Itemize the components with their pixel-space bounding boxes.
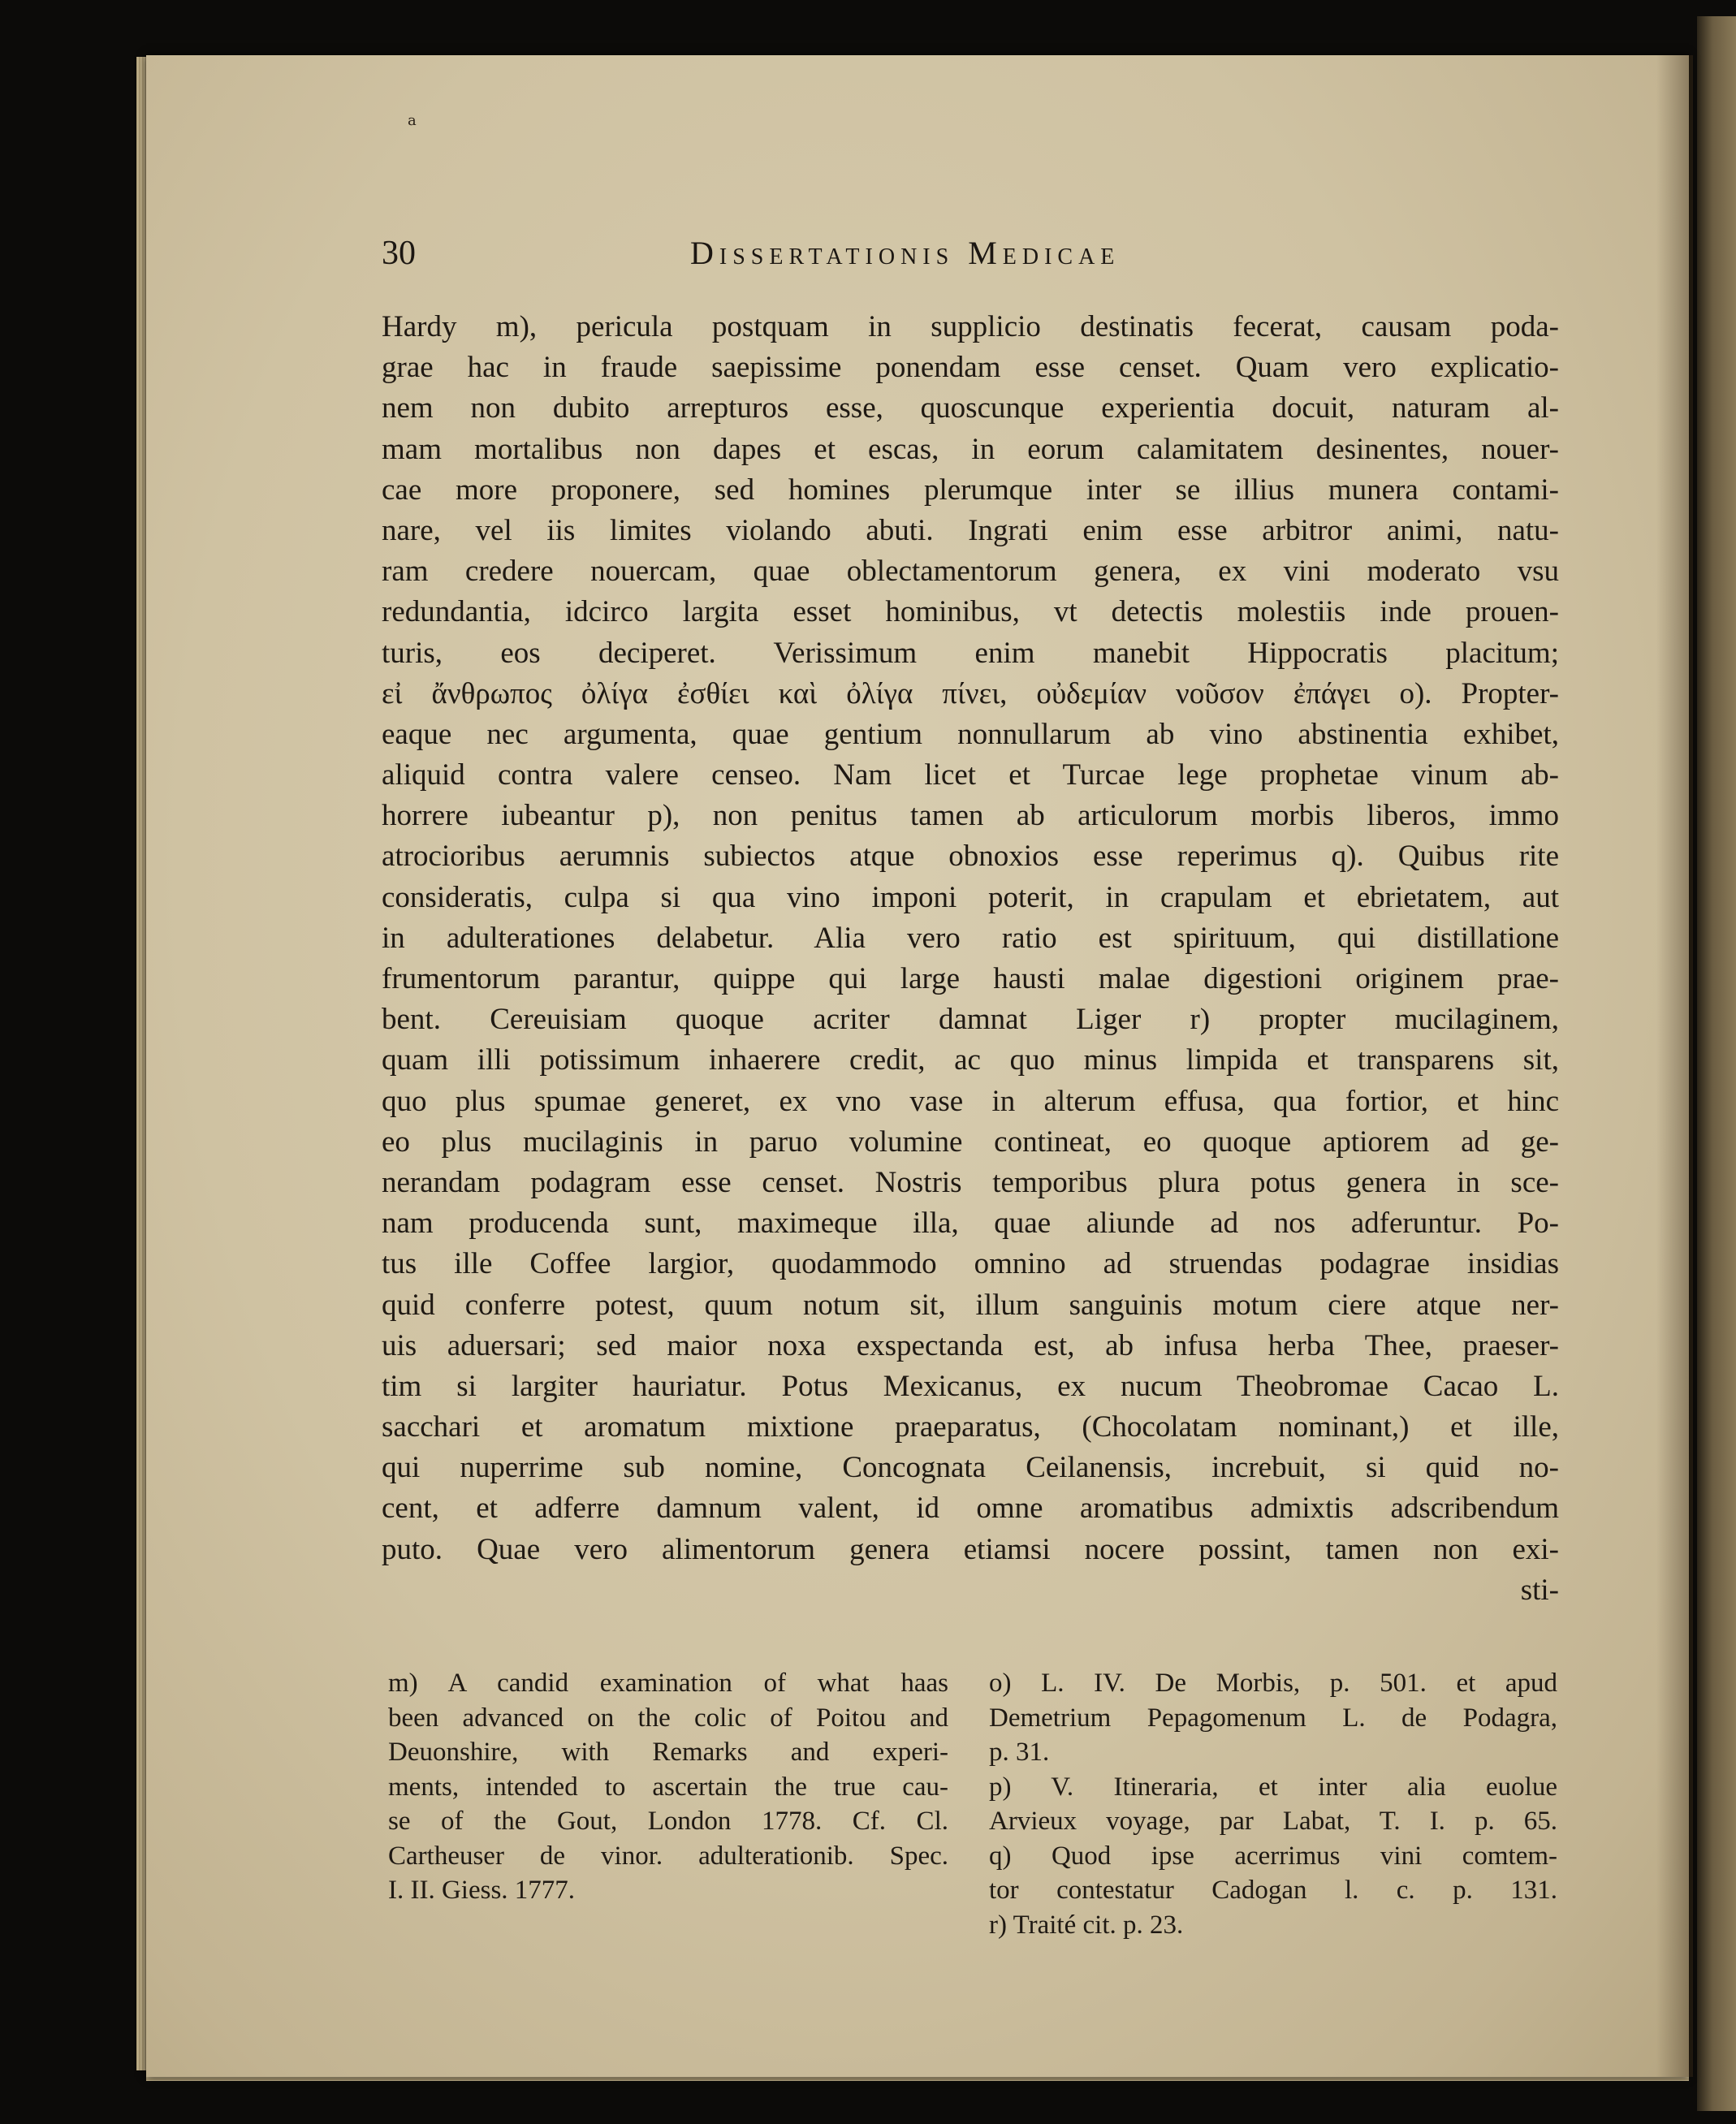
printer-mark: a <box>408 112 417 129</box>
footnote-line: se of the Gout, London 1778. Cf. Cl. <box>388 1807 948 1836</box>
footnote-line: I. II. Giess. 1777. <box>388 1876 576 1905</box>
footnote-line: q) Quod ipse acerrimus vini comtem- <box>989 1841 1557 1871</box>
text-line: aliquid contra valere censeo. Nam licet et Turcae lege prophetae vinum ab- <box>382 758 1559 792</box>
text-line: quid conferre potest, quum notum sit, illum sanguinis motum ciere atque ner- <box>382 1288 1559 1322</box>
text-line: quam illi potissimum inhaerere credit, ac quo minus limpida et transparens sit, <box>382 1043 1559 1077</box>
text-line: Hardy m), pericula postquam in supplicio destinatis fecerat, causam poda- <box>382 310 1559 343</box>
footnotes-left-column <box>388 1666 948 1908</box>
footnote-line: Cartheuser de vinor. adulterationib. Spec. <box>388 1841 948 1871</box>
footnote-line: tor contestatur Cadogan l. c. p. 131. <box>989 1876 1557 1905</box>
text-line: horrere iubeantur p), non penitus tamen ab articulorum morbis liberos, immo <box>382 799 1559 833</box>
facing-page-edge <box>1697 16 1736 2111</box>
text-line: frumentorum parantur, quippe qui large hausti malae digestioni originem prae- <box>382 962 1559 995</box>
text-line: atrocioribus aerumnis subiectos atque obnoxios esse reperimus q). Quibus rite <box>382 840 1559 874</box>
text-line: consideratis, culpa si qua vino imponi poterit, in crapulam et ebrietatem, aut <box>382 880 1559 914</box>
footnote-line: m) A candid examination of what haas <box>388 1669 948 1698</box>
catchword: sti- <box>1520 1573 1559 1607</box>
footnote-line: been advanced on the colic of Poitou and <box>388 1703 948 1733</box>
text-line: nare, vel iis limites violando abuti. Ingrati enim esse arbitror animi, natu- <box>382 513 1559 547</box>
footnote-line: ments, intended to ascertain the true cau- <box>388 1772 948 1802</box>
text-line: turis, eos deciperet. Verissimum enim manebit Hippocratis placitum; <box>382 636 1559 670</box>
text-line: cent, et adferre damnum valent, id omne aromatibus admixtis adscribendum <box>382 1492 1559 1526</box>
greek-quote-line: εἰ ἄνθρωπος ὀλίγα ἐσθίει καὶ ὀλίγα πίνει, οὐδεμίαν νοῦσον ἐπάγει o). Propter- <box>382 676 1559 710</box>
text-line: nerandam podagram esse censet. Nostris temporibus plura potus genera in sce- <box>382 1165 1559 1199</box>
text-line: mam mortalibus non dapes et escas, in eorum calamitatem desinentes, nouer- <box>382 432 1559 466</box>
text-line: qui nuperrime sub nomine, Concognata Ceilanensis, increbuit, si quid no- <box>382 1451 1559 1485</box>
text-line: redundantia, idcirco largita esset hominibus, vt detectis molestiis inde prouen- <box>382 595 1559 629</box>
main-text <box>382 307 1559 1611</box>
page-number: 30 <box>382 235 416 272</box>
gutter-shadow <box>1656 55 1693 2077</box>
text-line: grae hac in fraude saepissime ponendam esse censet. Quam vero explicatio- <box>382 351 1559 385</box>
text-line: ram credere nouercam, quae oblectamentorum genera, ex vini moderato vsu <box>382 555 1559 589</box>
text-line: eo plus mucilaginis in paruo volumine contineat, eo quoque aptiorem ad ge- <box>382 1125 1559 1159</box>
footnote-line: Arvieux voyage, par Labat, T. I. p. 65. <box>989 1807 1557 1836</box>
footnote-line: r) Traité cit. p. 23. <box>989 1910 1184 1940</box>
text-line: nam producenda sunt, maximeque illa, quae aliunde ad nos adferuntur. Po- <box>382 1207 1559 1241</box>
text-line: tus ille Coffee largior, quodammodo omnino ad struendas podagrae insidias <box>382 1247 1559 1281</box>
text-line: eaque nec argumenta, quae gentium nonnullarum ab vino abstinentia exhibet, <box>382 717 1559 751</box>
text-line: tim si largiter hauriatur. Potus Mexicanus, ex nucum Theobromae Cacao L. <box>382 1369 1559 1403</box>
text-line: quo plus spumae generet, ex vno vase in alterum effusa, qua fortior, et hinc <box>382 1084 1559 1118</box>
footnote-line: o) L. IV. De Morbis, p. 501. et apud <box>989 1669 1557 1698</box>
footnote-line: Demetrium Pepagomenum L. de Podagra, <box>989 1703 1557 1733</box>
footnote-line: p) V. Itineraria, et inter alia euolue <box>989 1772 1557 1802</box>
footnotes-right-column <box>989 1666 1557 1942</box>
text-line: uis aduersari; sed maior noxa exspectanda est, ab infusa herba Thee, praeser- <box>382 1328 1559 1362</box>
text-line: bent. Cereuisiam quoque acriter damnat Liger r) propter mucilaginem, <box>382 1003 1559 1037</box>
running-head <box>382 234 1567 283</box>
text-line: cae more proponere, sed homines plerumque inter se illius munera contami- <box>382 473 1559 507</box>
running-title: Dissertationis Medicae <box>690 235 1121 271</box>
footnote-line: Deuonshire, with Remarks and experi- <box>388 1738 948 1767</box>
text-line: nem non dubito arrepturos esse, quoscunque experientia docuit, naturam al- <box>382 391 1559 425</box>
text-line: in adulterationes delabetur. Alia vero ratio est spirituum, qui distillatione <box>382 921 1559 955</box>
text-line: puto. Quae vero alimentorum genera etiamsi nocere possint, tamen non exi- <box>382 1532 1559 1566</box>
text-line: sacchari et aromatum mixtione praeparatus, (Chocolatam nominant,) et ille, <box>382 1410 1559 1444</box>
footnote-line: p. 31. <box>989 1738 1050 1767</box>
